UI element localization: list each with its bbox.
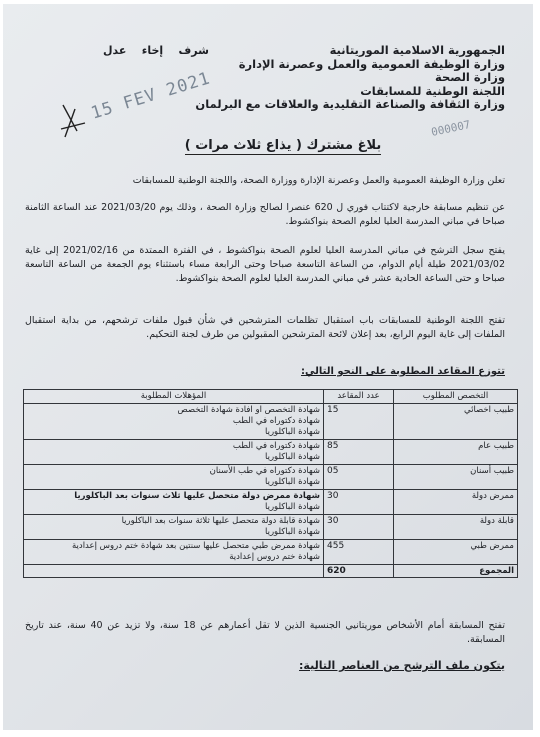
total-value: 620 [324,565,394,578]
qualification-item: شهادة ممرض دولة متحصل عليها ثلاث سنوات بعد الباكلوريا [74,491,320,501]
letterhead-line-2: وزارة الوظيفة العمومية والعمل وعصرنة الإدارة [238,56,505,71]
header-seats: عدد المقاعد [324,390,394,404]
qualification-item: شهادة الباكلوريا [265,452,320,462]
row-specialty: طبيب عام [394,440,518,465]
qualification-item: شهادة الباكلوريا [265,477,320,487]
national-motto: شرف إخاء عدل [103,44,209,57]
table-heading: تتوزع المقاعد المطلوبة على النحو التالي: [300,366,505,377]
row-qualifications [24,440,324,465]
row-seats: 30 [324,490,394,515]
table-row [24,515,518,540]
qualification-item: شهادة الباكلوريا [265,502,320,512]
row-specialty: طبيب أسنان [394,465,518,490]
qualification-item: شهادة ختم دروس إعدادية [229,552,320,562]
qualification-item: شهادة قابلة دولة متحصل عليها ثلاثة سنوات بعد الباكلوريا [121,516,320,526]
row-specialty: ممرض دولة [394,490,518,515]
row-qualifications [24,540,324,565]
row-qualifications [24,465,324,490]
qualification-item: شهادة دكتوراه في طب الأسنان [209,466,320,476]
letterhead [175,44,505,112]
total-label: المجموع [394,565,518,578]
qualification-item: شهادة ممرض طبي متحصل عليها سنتين بعد شهادة ختم دروس إعدادية [71,541,320,551]
row-qualifications [24,490,324,515]
signature-mark [55,101,95,141]
table-row [24,404,518,440]
paragraph-appeals: تفتح اللجنة الوطنية للمسابقات باب استقبال تظلمات المترشحين في شأن قبول ملفات ترشحهم، من بداية استقبال الملفات إلى غاية اليوم الرابع، بعد إعلان لائحة المترشحين المقبولين من طرف لجنة التحكيم. [25,315,505,340]
row-qualifications [24,515,324,540]
row-seats: 85 [324,440,394,465]
qualification-item: شهادة الباكلوريا [265,527,320,537]
notice-title [153,138,413,153]
table-header-row [24,390,518,404]
qualification-item: شهادة التخصص او افادة شهادة التخصص [177,405,320,415]
paragraph-registration: يفتح سجل الترشح في مباني المدرسة العليا لعلوم الصحة بنواكشوط ، في الفترة الممتدة من 2021/02/16 إلى غاية 2021/03/02 طيلة أيام الدوام، من الساعة التاسعة صباحا وحتى الرابعة مساء باستثناء يوم الجمعة من الساعة التاسعة صباحا و حتى الساعة الحادية عشر في مباني المدرسة العليا لعلوم الصحة بنواكشوط. [25,245,505,284]
paragraph-competition: عن تنظيم مسابقة خارجية لاكتتاب فوري ل 620 عنصرا لصالح وزارة الصحة ، وذلك يوم 2021/03/20 عند الساعة الثامنة صباحا في مباني المدرسة العليا لعلوم الصحة بنواكشوط. [25,202,506,227]
paragraph-intro: تعلن وزارة الوظيفة العمومية والعمل وعصرنة الإدارة ووزارة الصحة، واللجنة الوطنية للمسابقات [132,175,505,186]
row-seats: 455 [324,540,394,565]
table-row [24,540,518,565]
row-specialty: ممرض طبي [394,540,518,565]
letterhead-line-5: وزارة الثقافة والصناعة التقليدية والعلاقات مع البرلمان [195,97,505,111]
qualification-item: شهادة الباكلوريا [265,427,320,437]
row-seats: 15 [324,404,394,440]
notice-title-text: بلاغ مشترك ( يذاع ثلاث مرات ) [184,138,382,153]
row-specialty: طبيب اخصائي [394,404,518,440]
letterhead-line-1: الجمهورية الاسلامية الموريتانية [329,43,505,57]
file-requirements-heading: يتكون ملف الترشح من العناصر التالية: [299,659,505,672]
letterhead-line-3: وزارة الصحة [435,70,505,84]
header-specialty: التخصص المطلوب [394,390,518,404]
row-seats: 30 [324,515,394,540]
date-stamp: 15 FEV 2021 [88,68,213,124]
table-total-row [24,565,518,578]
paragraph-eligibility: تفتح المسابقة أمام الأشخاص موريتانيي الجنسية الذين لا تقل أعمارهم عن 18 سنة، ولا تزيد عن 40 سنة، عند تاريخ المسابقة. [25,620,505,645]
total-empty-cell [24,565,324,578]
qualification-item: شهادة دكتوراه في الطب [232,441,320,451]
row-seats: 05 [324,465,394,490]
header-qualifications: المؤهلات المطلوبة [24,390,324,404]
row-qualifications [24,404,324,440]
table-row [24,490,518,515]
stamp-number: 000007 [430,118,472,139]
row-specialty: قابلة دولة [394,515,518,540]
document-page [3,4,533,730]
seats-table [23,389,518,578]
table-row [24,465,518,490]
letterhead-line-4: اللجنة الوطنية للمسابقات [360,83,505,98]
qualification-item: شهادة دكتوراه في الطب [232,416,320,426]
table-row [24,440,518,465]
